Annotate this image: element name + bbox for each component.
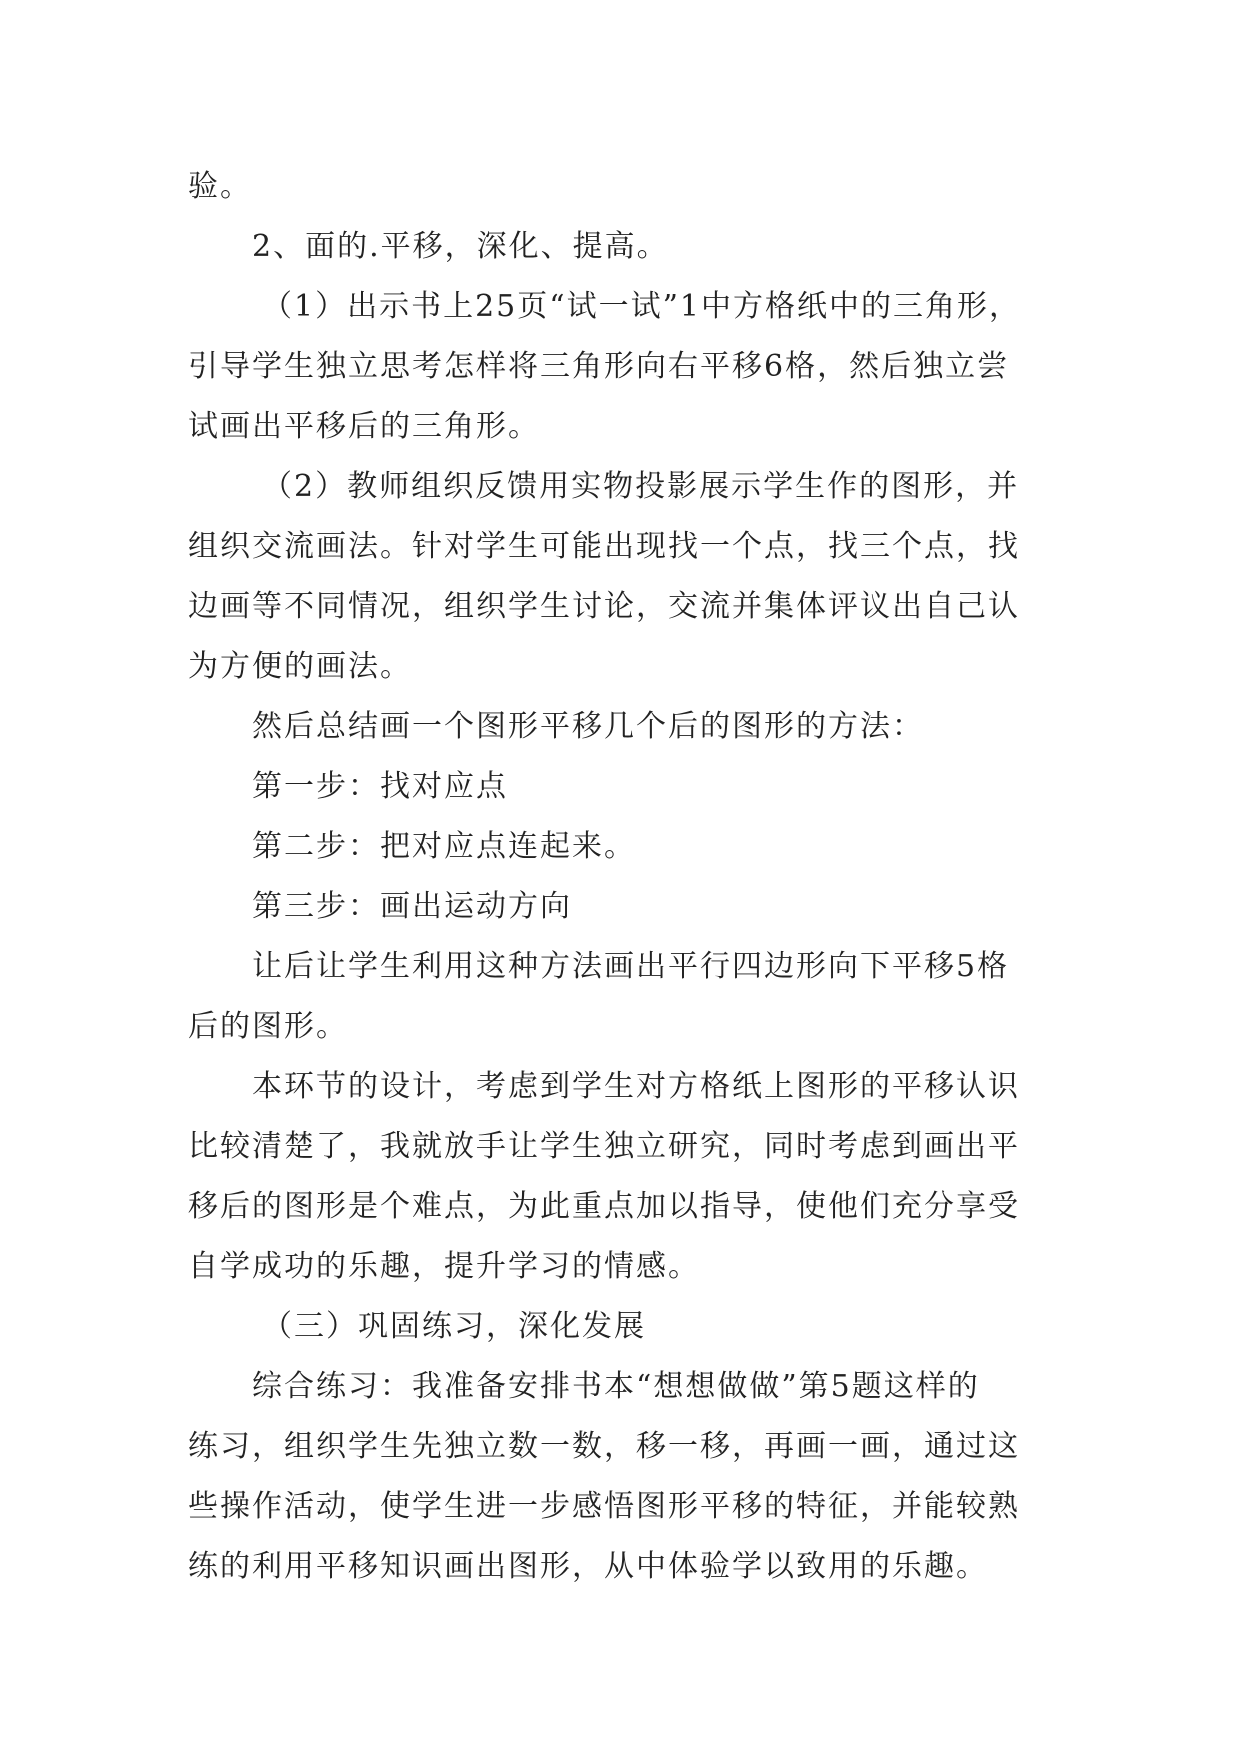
text-line: 综合练习：我准备安排书本“想想做做”第5题这样的	[252, 1369, 980, 1404]
text-line: 第三步：画出运动方向	[252, 889, 572, 924]
text-line: 后的图形。	[188, 1009, 348, 1044]
text-line: 2、面的.平移，深化、提高。	[252, 229, 669, 264]
text-line: 为方便的画法。	[188, 649, 412, 684]
text-line: 自学成功的乐趣，提升学习的情感。	[188, 1249, 700, 1284]
text-line: 组织交流画法。针对学生可能出现找一个点，找三个点，找	[188, 529, 1020, 564]
text-line: 本环节的设计，考虑到学生对方格纸上图形的平移认识	[252, 1069, 1020, 1104]
text-line: 然后总结画一个图形平移几个后的图形的方法：	[252, 709, 924, 744]
text-line: （2）教师组织反馈用实物投影展示学生作的图形，并	[262, 469, 1020, 504]
text-line: 第一步：找对应点	[252, 769, 508, 804]
text-line: 练习，组织学生先独立数一数，移一移，再画一画，通过这	[188, 1429, 1020, 1464]
text-line: 移后的图形是个难点，为此重点加以指导，使他们充分享受	[188, 1189, 1020, 1224]
text-line: 验。	[188, 169, 252, 204]
document-body	[188, 157, 1054, 1597]
text-line: 边画等不同情况，组织学生讨论，交流并集体评议出自己认	[188, 589, 1020, 624]
text-line: 引导学生独立思考怎样将三角形向右平移6格，然后独立尝	[188, 349, 1010, 384]
text-line: 练的利用平移知识画出图形，从中体验学以致用的乐趣。	[188, 1549, 988, 1584]
text-line: 些操作活动，使学生进一步感悟图形平移的特征，并能较熟	[188, 1489, 1020, 1524]
text-line: 试画出平移后的三角形。	[188, 409, 540, 444]
text-line: 第二步：把对应点连起来。	[252, 829, 636, 864]
text-line: 比较清楚了，我就放手让学生独立研究，同时考虑到画出平	[188, 1129, 1020, 1164]
text-line: 让后让学生利用这种方法画出平行四边形向下平移5格	[252, 949, 1010, 984]
text-line: （三）巩固练习，深化发展	[262, 1309, 646, 1344]
text-line: （1）出示书上25页“试一试”1中方格纸中的三角形，	[262, 289, 1022, 324]
